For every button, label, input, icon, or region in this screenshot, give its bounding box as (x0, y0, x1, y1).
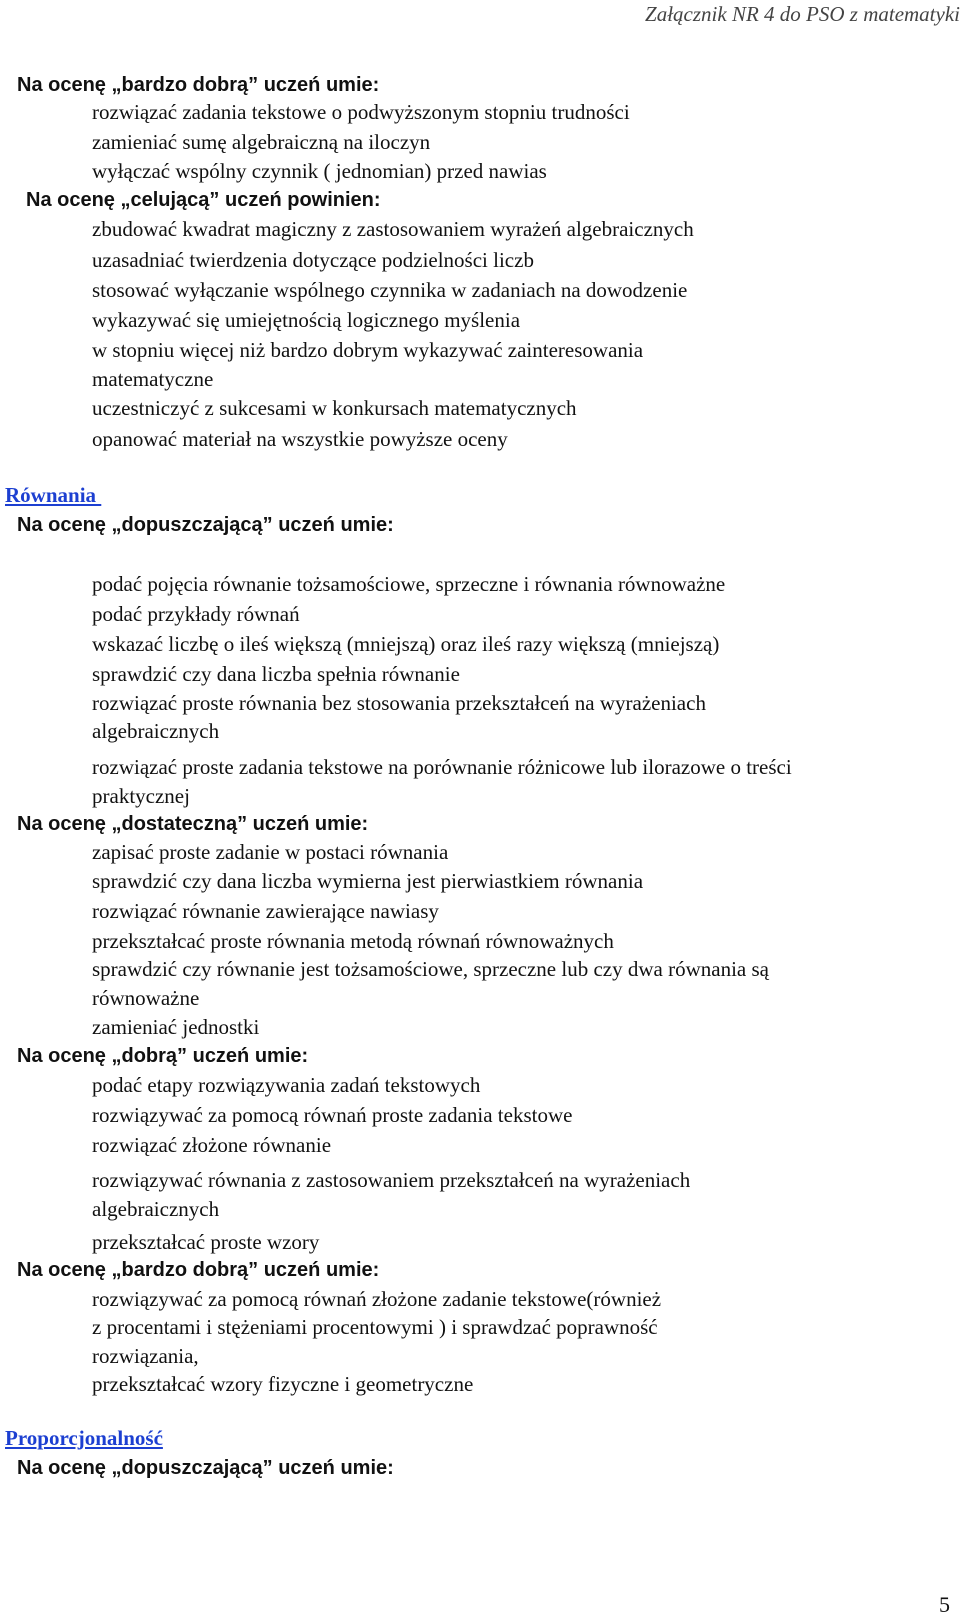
heading-dobra: Na ocenę „dobrą” uczeń umie: (17, 1045, 309, 1067)
list-item: rozwiązania, (92, 1344, 199, 1368)
heading-celujaca: Na ocenę „celującą” uczeń powinien: (26, 189, 381, 211)
heading-dostateczna: Na ocenę „dostateczną” uczeń umie: (17, 813, 369, 835)
list-item: wykazywać się umiejętnością logicznego myślenia (92, 308, 521, 332)
page-number: 5 (939, 1592, 950, 1617)
list-item: rozwiązać równanie zawierające nawiasy (92, 899, 439, 923)
list-item: równoważne (92, 986, 200, 1010)
list-item: rozwiązywać za pomocą równań proste zadania tekstowe (92, 1103, 573, 1127)
list-item: wskazać liczbę o ileś większą (mniejszą) oraz ileś razy większą (mniejszą) (92, 632, 720, 656)
list-item: opanować materiał na wszystkie powyższe oceny (92, 427, 508, 451)
list-item: sprawdzić czy równanie jest tożsamościowe, sprzeczne lub czy dwa równania są (92, 957, 769, 981)
list-item: rozwiązywać równania z zastosowaniem przekształceń na wyrażeniach (92, 1168, 691, 1192)
document-header: Załącznik NR 4 do PSO z matematyki (645, 2, 960, 26)
list-item: przekształcać wzory fizyczne i geometryczne (92, 1372, 474, 1396)
heading-dopuszczajaca-2: Na ocenę „dopuszczającą” uczeń umie: (17, 1457, 394, 1479)
list-item: rozwiązać proste zadania tekstowe na porównanie różnicowe lub ilorazowe o treści (92, 755, 792, 779)
list-item: z procentami i stężeniami procentowymi ) i sprawdzać poprawność (92, 1315, 658, 1339)
section-title-proporcjonalnosc[interactable]: Proporcjonalność (5, 1426, 163, 1450)
list-item: uzasadniać twierdzenia dotyczące podzielności liczb (92, 248, 534, 272)
list-item: sprawdzić czy dana liczba wymierna jest pierwiastkiem równania (92, 869, 644, 893)
list-item: zamieniać sumę algebraiczną na iloczyn (92, 130, 431, 154)
list-item: sprawdzić czy dana liczba spełnia równanie (92, 662, 460, 686)
list-item: przekształcać proste równania metodą równań równoważnych (92, 929, 614, 953)
heading-bardzo-dobra-2: Na ocenę „bardzo dobrą” uczeń umie: (17, 1259, 380, 1281)
list-item: w stopniu więcej niż bardzo dobrym wykazywać zainteresowania (92, 338, 644, 362)
list-item: rozwiązać zadania tekstowe o podwyższonym stopniu trudności (92, 100, 630, 124)
list-item: przekształcać proste wzory (92, 1230, 320, 1254)
list-item: uczestniczyć z sukcesami w konkursach matematycznych (92, 396, 577, 420)
heading-bardzo-dobra: Na ocenę „bardzo dobrą” uczeń umie: (17, 74, 380, 96)
list-item: zapisać proste zadanie w postaci równania (92, 840, 449, 864)
list-item: praktycznej (92, 784, 190, 808)
list-item: zamieniać jednostki (92, 1015, 260, 1039)
list-item: podać pojęcia równanie tożsamościowe, sprzeczne i równania równoważne (92, 572, 726, 596)
list-item: algebraicznych (92, 719, 220, 743)
list-item: algebraicznych (92, 1197, 220, 1221)
list-item: wyłączać wspólny czynnik ( jednomian) przed nawias (92, 159, 547, 183)
heading-dopuszczajaca: Na ocenę „dopuszczającą” uczeń umie: (17, 514, 394, 536)
list-item: podać etapy rozwiązywania zadań tekstowych (92, 1073, 481, 1097)
list-item: rozwiązywać za pomocą równań złożone zadanie tekstowe(również (92, 1287, 662, 1311)
list-item: zbudować kwadrat magiczny z zastosowaniem wyrażeń algebraicznych (92, 217, 694, 241)
list-item: rozwiązać złożone równanie (92, 1133, 332, 1157)
list-item: podać przykłady równań (92, 602, 300, 626)
list-item: stosować wyłączanie wspólnego czynnika w zadaniach na dowodzenie (92, 278, 688, 302)
section-title-rownania[interactable]: Równania (5, 483, 102, 507)
list-item: rozwiązać proste równania bez stosowania przekształceń na wyrażeniach (92, 691, 706, 715)
list-item: matematyczne (92, 367, 214, 391)
